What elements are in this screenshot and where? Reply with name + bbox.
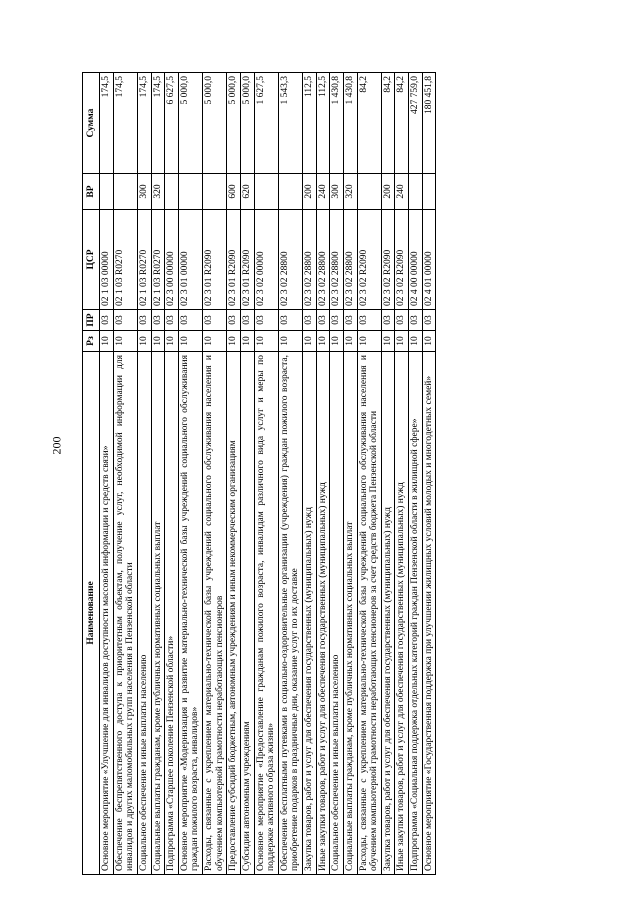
header-csr: ЦСР	[83, 210, 100, 310]
row-vr	[422, 174, 436, 210]
header-rz: Рз	[83, 331, 100, 352]
row-rz: 10	[113, 331, 137, 352]
row-csr: 02 3 02 R2090	[357, 210, 381, 310]
table-row	[113, 73, 137, 875]
row-sum: 1 430,8	[343, 73, 357, 174]
row-name: Подпрограмма «Социальная поддержка отдельных категорий граждан Пензенской области в жилищной сфере»	[409, 352, 423, 875]
row-vr: 320	[343, 174, 357, 210]
row-sum: 1 627,5	[254, 73, 278, 174]
row-name: Обеспечение беспрепятственного доступа к приоритетным объектам, получение услуг, необходимой информации для инвалидов и других маломобильных групп населения в Пензенской области	[113, 352, 137, 875]
row-pr: 03	[409, 310, 423, 331]
row-name: Социальное обеспечение и иные выплаты населению	[137, 352, 151, 875]
header-name: Наименование	[83, 352, 100, 875]
row-name: Расходы, связанные с укреплением материально-технической базы учреждений социального обслуживания населения и обучением компьютерной грамотности неработающих пенсионеров	[203, 352, 227, 875]
row-pr: 03	[422, 310, 436, 331]
row-sum: 84,2	[395, 73, 409, 174]
header-pr: ПР	[83, 310, 100, 331]
row-rz: 10	[100, 331, 114, 352]
row-sum: 5 000,0	[178, 73, 202, 174]
row-pr: 03	[381, 310, 395, 331]
row-sum: 6 627,5	[165, 73, 179, 174]
row-pr: 03	[395, 310, 409, 331]
row-sum: 174,5	[137, 73, 151, 174]
row-csr: 02 3 02 28800	[316, 210, 330, 310]
row-pr: 03	[137, 310, 151, 331]
table-row	[316, 73, 330, 875]
row-vr	[203, 174, 227, 210]
table-row	[137, 73, 151, 875]
row-vr: 240	[395, 174, 409, 210]
row-csr: 02 1 03 R0270	[113, 210, 137, 310]
table-row	[227, 73, 241, 875]
row-pr: 03	[100, 310, 114, 331]
row-rz: 10	[165, 331, 179, 352]
row-rz: 10	[254, 331, 278, 352]
table-row	[178, 73, 202, 875]
row-vr: 600	[227, 174, 241, 210]
row-pr: 03	[316, 310, 330, 331]
row-name: Основное мероприятие «Государственная поддержка при улучшении жилищных условий молодых и многодетных семей»	[422, 352, 436, 875]
row-vr: 300	[330, 174, 344, 210]
row-vr: 620	[240, 174, 254, 210]
row-sum: 112,5	[303, 73, 317, 174]
row-rz: 10	[357, 331, 381, 352]
table-row	[303, 73, 317, 875]
row-rz: 10	[343, 331, 357, 352]
row-name: Субсидии автономным учреждениям	[240, 352, 254, 875]
row-rz: 10	[330, 331, 344, 352]
row-rz: 10	[409, 331, 423, 352]
row-csr: 02 3 01 R2090	[240, 210, 254, 310]
row-name: Иные закупки товаров, работ и услуг для обеспечения государственных (муниципальных) нужд	[316, 352, 330, 875]
row-pr: 03	[330, 310, 344, 331]
row-rz: 10	[178, 331, 202, 352]
row-vr: 240	[316, 174, 330, 210]
row-name: Расходы, связанные с укреплением материально-технической базы учреждений социального обслуживания населения и обучением компьютерной грамотности неработающих пенсионеров за счет средств бюджета Пензенской области	[357, 352, 381, 875]
row-vr: 200	[381, 174, 395, 210]
row-csr: 02 4 00 00000	[409, 210, 423, 310]
row-csr: 02 1 03 R0270	[151, 210, 165, 310]
rotated-page-content	[82, 73, 436, 875]
table-row	[254, 73, 278, 875]
row-sum: 112,5	[316, 73, 330, 174]
row-pr: 03	[240, 310, 254, 331]
row-name: Предоставление субсидий бюджетным, автономным учреждениям и иным некоммерческим организациям	[227, 352, 241, 875]
row-name: Подпрограмма «Старшее поколение Пензенской области»	[165, 352, 179, 875]
row-pr: 03	[165, 310, 179, 331]
table-row	[330, 73, 344, 875]
row-name: Обеспечение бесплатными путевками в социально-оздоровительные организации (учреждения) граждан пожилого возраста, приобретение подарков в праздничные дни, оказание услуг по их доставке	[278, 352, 302, 875]
row-sum: 174,5	[113, 73, 137, 174]
row-csr: 02 3 00 00000	[165, 210, 179, 310]
row-sum: 84,2	[381, 73, 395, 174]
row-vr: 320	[151, 174, 165, 210]
row-vr	[100, 174, 114, 210]
row-sum: 174,5	[151, 73, 165, 174]
row-sum: 84,2	[357, 73, 381, 174]
row-csr: 02 3 02 R2090	[395, 210, 409, 310]
row-rz: 10	[151, 331, 165, 352]
table-row	[278, 73, 302, 875]
row-csr: 02 3 02 28800	[343, 210, 357, 310]
row-csr: 02 3 01 R2090	[227, 210, 241, 310]
row-vr	[357, 174, 381, 210]
row-sum: 427 759,0	[409, 73, 423, 174]
row-csr: 02 1 03 R0270	[137, 210, 151, 310]
row-name: Социальные выплаты гражданам, кроме публичных нормативных социальных выплат	[343, 352, 357, 875]
table-header-row	[83, 73, 100, 875]
row-vr	[254, 174, 278, 210]
row-vr	[165, 174, 179, 210]
row-vr: 200	[303, 174, 317, 210]
table-row	[151, 73, 165, 875]
row-csr: 02 3 02 28800	[278, 210, 302, 310]
row-pr: 03	[343, 310, 357, 331]
row-name: Основное мероприятие «Улучшение для инвалидов доступности массовой информации и средств связи»	[100, 352, 114, 875]
row-vr	[278, 174, 302, 210]
table-row	[409, 73, 423, 875]
row-pr: 03	[254, 310, 278, 331]
row-sum: 5 000,0	[240, 73, 254, 174]
row-name: Основное мероприятие «Предоставление гражданам пожилого возраста, инвалидам различного вида услуг и меры по поддержке активного образа жизни»	[254, 352, 278, 875]
row-name: Иные закупки товаров, работ и услуг для обеспечения государственных (муниципальных) нужд	[395, 352, 409, 875]
table-row	[240, 73, 254, 875]
table-body	[100, 73, 436, 875]
row-sum: 1 543,3	[278, 73, 302, 174]
row-csr: 02 3 02 28800	[303, 210, 317, 310]
row-name: Закупка товаров, работ и услуг для обеспечения государственных (муниципальных) нужд	[303, 352, 317, 875]
header-vr: ВР	[83, 174, 100, 210]
row-rz: 10	[316, 331, 330, 352]
row-name: Закупка товаров, работ и услуг для обеспечения государственных (муниципальных) нужд	[381, 352, 395, 875]
row-csr: 02 3 01 00000	[178, 210, 202, 310]
row-csr: 02 1 03 00000	[100, 210, 114, 310]
row-pr: 03	[113, 310, 137, 331]
table-row	[165, 73, 179, 875]
table-row	[100, 73, 114, 875]
row-sum: 180 451,8	[422, 73, 436, 174]
row-csr: 02 3 02 00000	[254, 210, 278, 310]
row-pr: 03	[203, 310, 227, 331]
row-rz: 10	[240, 331, 254, 352]
row-vr	[409, 174, 423, 210]
table-row	[395, 73, 409, 875]
row-vr	[178, 174, 202, 210]
row-vr: 300	[137, 174, 151, 210]
row-rz: 10	[203, 331, 227, 352]
row-rz: 10	[137, 331, 151, 352]
row-rz: 10	[303, 331, 317, 352]
table-row	[381, 73, 395, 875]
row-sum: 174,5	[100, 73, 114, 174]
row-sum: 1 430,8	[330, 73, 344, 174]
row-pr: 03	[357, 310, 381, 331]
table-row	[357, 73, 381, 875]
row-name: Основное мероприятие «Модернизация и развитие материально-технической базы учреждений социального обслуживания граждан пожилого возраста, инвалидов»	[178, 352, 202, 875]
row-rz: 10	[422, 331, 436, 352]
row-csr: 02 4 01 00000	[422, 210, 436, 310]
budget-table	[82, 72, 436, 875]
row-rz: 10	[381, 331, 395, 352]
row-csr: 02 3 02 R2090	[381, 210, 395, 310]
header-sum: Сумма	[83, 73, 100, 174]
row-csr: 02 3 02 28800	[330, 210, 344, 310]
row-rz: 10	[395, 331, 409, 352]
table-row	[422, 73, 436, 875]
row-rz: 10	[227, 331, 241, 352]
row-rz: 10	[278, 331, 302, 352]
table-row	[203, 73, 227, 875]
row-sum: 5 000,0	[227, 73, 241, 174]
row-pr: 03	[227, 310, 241, 331]
table-row	[343, 73, 357, 875]
row-pr: 03	[151, 310, 165, 331]
row-pr: 03	[278, 310, 302, 331]
row-name: Социальные выплаты гражданам, кроме публичных нормативных социальных выплат	[151, 352, 165, 875]
row-csr: 02 3 01 R2090	[203, 210, 227, 310]
row-vr	[113, 174, 137, 210]
page-number: 200	[49, 436, 64, 455]
row-sum: 5 000,0	[203, 73, 227, 174]
row-pr: 03	[303, 310, 317, 331]
row-name: Социальное обеспечение и иные выплаты населению	[330, 352, 344, 875]
row-pr: 03	[178, 310, 202, 331]
